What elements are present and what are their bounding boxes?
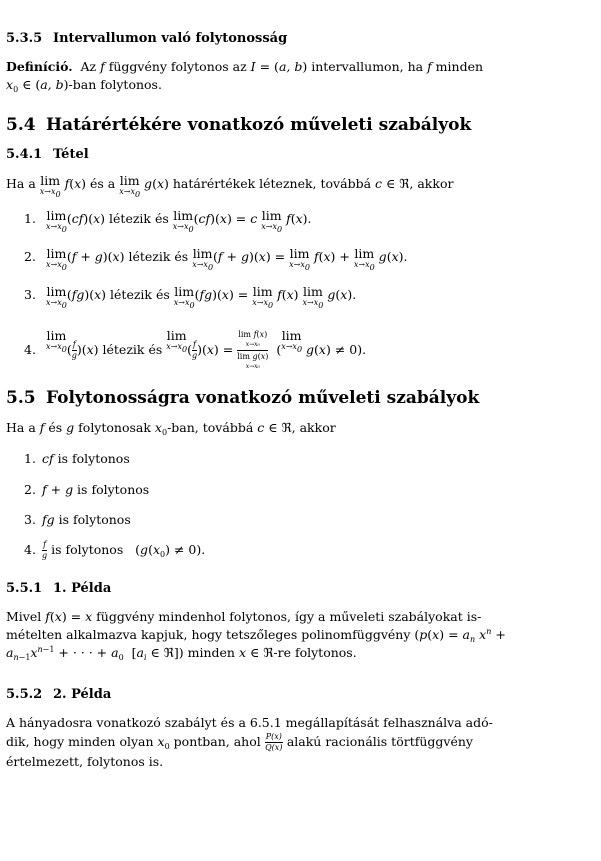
section-title: 2. Példa — [53, 687, 112, 702]
section-number: 5.4.1 — [6, 147, 43, 162]
section-number: 5.5 — [6, 388, 36, 408]
section-heading-5-5 — [6, 389, 539, 407]
limit-rule-3: 3. lim $x\to x_0$ (fg)(x) létezik és lim $x\to x_0$ (fg)(x) = lim $x\to x_0$ f(x) lim $x\to x_0$ g(x). — [24, 284, 357, 310]
section-number: 5.3.5 — [6, 31, 43, 46]
continuity-rule-1: 1. cf is folytonos — [24, 451, 130, 466]
continuity-rule-3: 3. fg is folytonos — [24, 512, 131, 527]
rule-label: 2. — [24, 249, 36, 264]
section-heading-5-3-5 — [6, 30, 539, 48]
section-title: 1. Példa — [53, 581, 112, 596]
continuity-rule-4: 4. $\frac{f}{g}$ is folytonos $(g(x_0) \ne 0)$. — [24, 540, 206, 560]
limit-rule-1: 1. lim $x\to x_0$ (cf)(x) létezik és lim $x\to x_0$ (cf)(x) = c lim $x\to x_0$ f(x). — [24, 208, 312, 234]
section-number: 5.5.1 — [6, 581, 43, 596]
limit-rule-2: 2. lim $x\to x_0$ (f + g)(x) létezik és lim $x\to x_0$ (f + g)(x) = lim $x\to x_0$ f(x) + lim $x\to x_0$ g(x). — [24, 246, 408, 272]
rule-label: 3. — [24, 512, 36, 527]
section-title: Tétel — [53, 147, 89, 162]
definition-label: Definíció. — [6, 59, 73, 74]
section-title: Folytonosságra vonatkozó műveleti szabályok — [46, 388, 480, 408]
rule-label: 2. — [24, 482, 36, 497]
section-heading-5-5-1 — [6, 580, 539, 598]
rule-label: 1. — [24, 211, 36, 226]
limit-rule-4: 4. lim $x\to x_0$ ( $\frac{f}{g}$ )(x) létezik és lim $x\to x_0$ ( $\frac{f}{g}$ )(x) = lim f(x) x→x₀ lim g(x) x→x₀ ( lim $x\to x_0$ g(x) ≠ 0). — [24, 328, 367, 370]
section-number: 5.4 — [6, 115, 36, 135]
rule-label: 4. — [24, 542, 36, 557]
theorem-intro: Ha a lim $x\to x_0$ f(x) és a lim $x\to x_0$ g(x) határértékek léteznek, továbbá c ∈ ℜ, akkor — [6, 173, 454, 199]
section-title: Határértékére vonatkozó műveleti szabályok — [46, 115, 472, 135]
section-heading-5-5-2 — [6, 686, 539, 704]
section-number: 5.5.2 — [6, 687, 43, 702]
quotient-limit-fraction: lim f(x) x→x₀ lim g(x) x→x₀ — [237, 330, 269, 370]
rule-label: 3. — [24, 287, 36, 302]
definition-line-1: Az f függvény folytonos az I = (a, b) intervallumon, ha f minden — [76, 59, 484, 74]
rule-label: 4. — [24, 342, 36, 357]
continuity-intro: Ha a f és g folytonosak $x_0$-ban, továbbá c ∈ ℜ, akkor — [6, 420, 336, 437]
definition-paragraph — [6, 58, 539, 94]
continuity-rule-2: 2. f + g is folytonos — [24, 482, 150, 497]
rule-label: 1. — [24, 451, 36, 466]
section-heading-5-4-1 — [6, 146, 539, 164]
definition-line-2: $x_0$ ∈ (a, b)-ban folytonos. — [6, 77, 162, 94]
example-1-paragraph: Mivel f(x) = x függvény mindenhol folytonos, így a műveleti szabályokat is- mételten alkalmazva kapjuk, hogy tetszőleges polinomfüggvény ($p(x) = a_n$ $x^n$ + $a_{n-1}x^{n-1}$ + · · · + $a_0$ [$a_i$ ∈ ℜ]) minden x ∈ ℜ-re folytonos. — [6, 609, 506, 662]
section-title: Intervallumon való folytonosság — [53, 31, 288, 46]
section-heading-5-4 — [6, 116, 539, 134]
example-2-paragraph: A hányadosra vonatkozó szabályt és a 6.5.1 megállapítását felhasználva adó- dik, hogy minden olyan $x_0$ pontban, ahol $\frac{P(x)}{Q(x)}$ alakú racionális törtfüggvény értelmezett, folytonos is. — [6, 715, 493, 769]
